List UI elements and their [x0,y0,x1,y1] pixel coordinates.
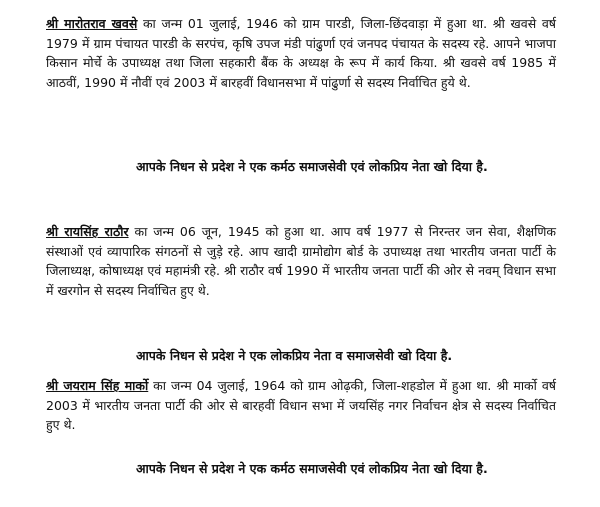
condolence-line-3: आपके निधन से प्रदेश ने एक कर्मठ समाजसेवी एवं लोकप्रिय नेता खो दिया है. [136,461,488,476]
condolence-line-1: आपके निधन से प्रदेश ने एक कर्मठ समाजसेवी एवं लोकप्रिय नेता खो दिया है. [136,159,488,174]
person-name-3: श्री जयराम सिंह मार्को [46,378,149,393]
obituary-paragraph-2 [46,222,556,300]
obituary-paragraph-1 [46,14,556,92]
obituary-text-2: का जन्म 06 जून, 1945 को हुआ था. आप वर्ष 1977 से निरन्तर जन सेवा, शैक्षणिक संस्थाओं एवं व्यापारिक संगठनों से जुड़े रहे. आप खादी ग्रामोद्योग बोर्ड के उपाध्यक्ष तथा भारतीय जनता पार्टी के जिलाध्यक्ष, कोषाध्यक्ष एवं महामंत्री रहे. श्री राठौर वर्ष 1990 में भारतीय जनता पार्टी की ओर से नवम् विधान सभा में खरगोन से सदस्य निर्वाचित हुए थे. [46,224,556,298]
obituary-paragraph-3 [46,376,556,435]
obituary-text-3: का जन्म 04 जुलाई, 1964 को ग्राम ओढ़की, जिला-शहडोल में हुआ था. श्री मार्को वर्ष 2003 में भारतीय जनता पार्टी की ओर से बारहवीं विधान सभा में जयसिंह नगर निर्वाचन क्षेत्र से सदस्य निर्वाचित हुए थे. [46,378,556,433]
condolence-line-2: आपके निधन से प्रदेश ने एक लोकप्रिय नेता व समाजसेवी खो दिया है. [136,348,453,363]
person-name-1: श्री मारोतराव खवसे [46,16,138,31]
obituary-text-1: का जन्म 01 जुलाई, 1946 को ग्राम पारडी, जिला-छिंदवाड़ा में हुआ था. श्री खवसे वर्ष 1979 में ग्राम पंचायत पारडी के सरपंच, कृषि उपज मंडी पांढुर्णा एवं जनपद पंचायत के सदस्य रहे. आपने भाजपा किसान मोर्चे के उपाध्यक्ष तथा जिला सहकारी बैंक के अध्यक्ष के रूप में कार्य किया. श्री खवसे वर्ष 1985 में आठवीं, 1990 में नौवीं एवं 2003 में बारहवीं विधानसभा में पांढुर्णा से सदस्य निर्वाचित हुये थे. [46,16,556,90]
person-name-2: श्री रायसिंह राठौर [46,224,129,239]
